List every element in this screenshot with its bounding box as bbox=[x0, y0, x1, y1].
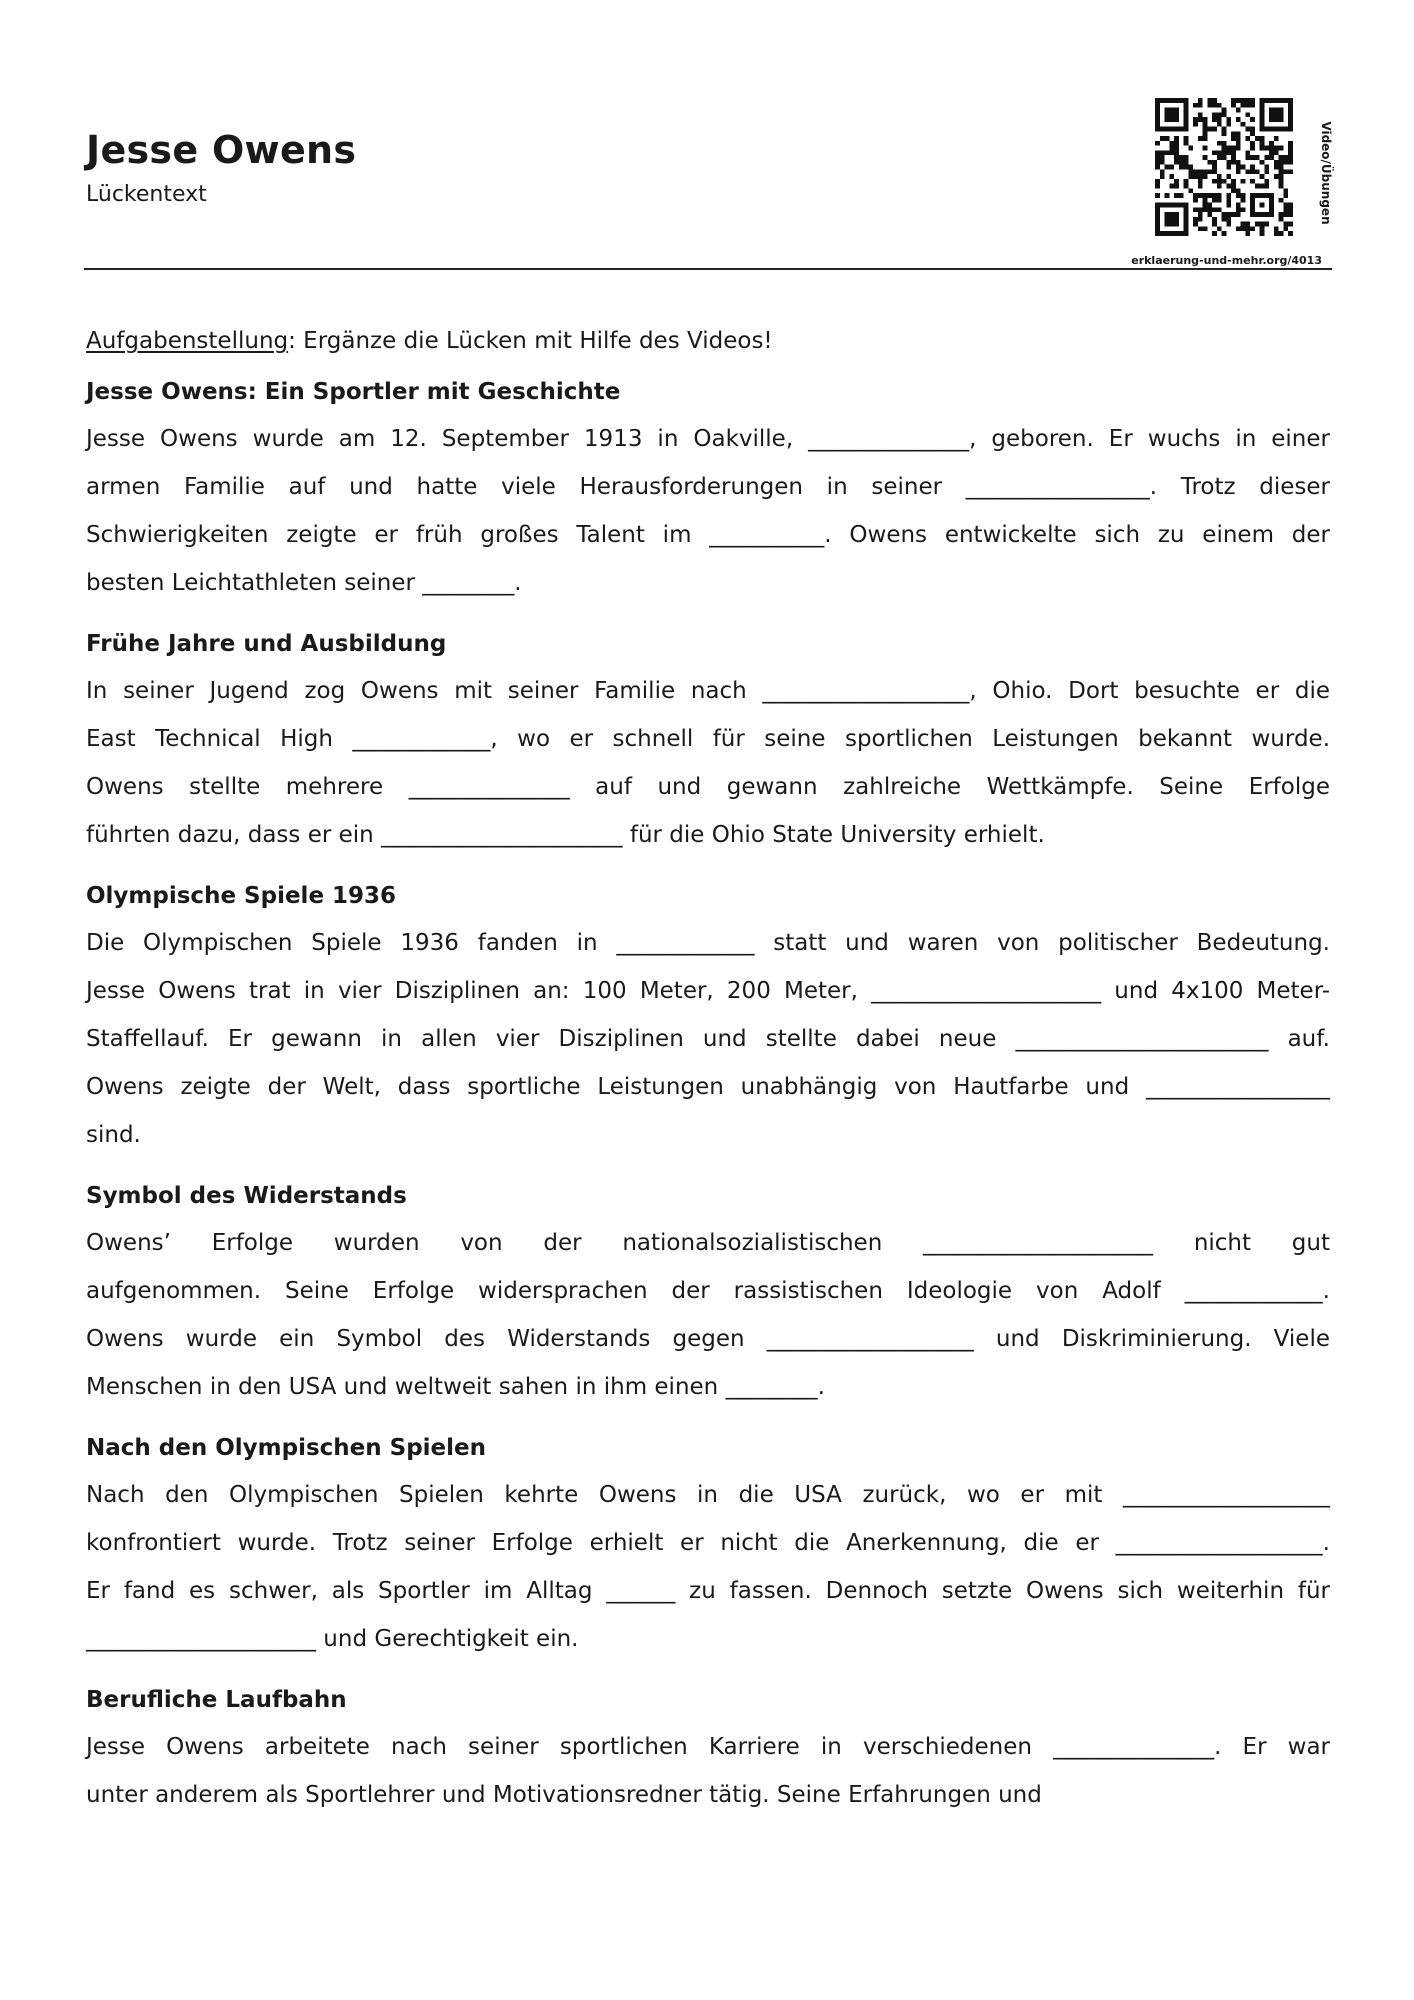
task-label: Aufgabenstellung bbox=[86, 328, 289, 354]
paragraph-line: ____________________ und Gerechtigkeit ein. bbox=[86, 1626, 579, 1652]
paragraph-line: Owens’ Erfolge wurden von der nationalsozialistischen ____________________ nicht gut bbox=[86, 1230, 1330, 1256]
paragraph-line: besten Leichtathleten seiner ________. bbox=[86, 570, 522, 596]
paragraph-line: Nach den Olympischen Spielen kehrte Owens in die USA zurück, wo er mit __________________ bbox=[86, 1482, 1330, 1508]
section-paragraph bbox=[86, 1219, 1330, 1411]
paragraph-line: armen Familie auf und hatte viele Herausforderungen in seiner ________________. Trotz dieser bbox=[86, 474, 1330, 500]
section-paragraph bbox=[86, 667, 1330, 859]
header-divider bbox=[84, 268, 1332, 270]
paragraph-line: konfrontiert wurde. Trotz seiner Erfolge erhielt er nicht die Anerkennung, die er __________________. bbox=[86, 1530, 1330, 1556]
section-heading: Nach den Olympischen Spielen bbox=[86, 1435, 487, 1461]
paragraph-line: Schwierigkeiten zeigte er früh großes Talent im __________. Owens entwickelte sich zu einem der bbox=[86, 522, 1330, 548]
paragraph-line: aufgenommen. Seine Erfolge widersprachen der rassistischen Ideologie von Adolf ____________. bbox=[86, 1278, 1330, 1304]
qr-code-icon bbox=[1155, 98, 1293, 236]
section-heading: Olympische Spiele 1936 bbox=[86, 883, 397, 909]
qr-side-label: Video/Übungen bbox=[1319, 121, 1333, 225]
paragraph-line: Menschen in den USA und weltweit sahen in ihm einen ________. bbox=[86, 1374, 825, 1400]
paragraph-line: Er fand es schwer, als Sportler im Alltag ______ zu fassen. Dennoch setzte Owens sich weiterhin für bbox=[86, 1578, 1330, 1604]
worksheet-subtitle: Lückentext bbox=[86, 182, 207, 207]
paragraph-line: unter anderem als Sportlehrer und Motivationsredner tätig. Seine Erfahrungen und bbox=[86, 1782, 1042, 1808]
paragraph-line: Owens zeigte der Welt, dass sportliche Leistungen unabhängig von Hautfarbe und ________________ bbox=[86, 1074, 1330, 1100]
paragraph-line: Die Olympischen Spiele 1936 fanden in ____________ statt und waren von politischer Bedeutung. bbox=[86, 930, 1330, 956]
paragraph-line: In seiner Jugend zog Owens mit seiner Familie nach __________________, Ohio. Dort besuchte er die bbox=[86, 678, 1330, 704]
section-heading: Berufliche Laufbahn bbox=[86, 1687, 347, 1713]
paragraph-line: Owens wurde ein Symbol des Widerstands gegen __________________ und Diskriminierung. Viele bbox=[86, 1326, 1330, 1352]
paragraph-line: Jesse Owens trat in vier Disziplinen an: 100 Meter, 200 Meter, ____________________ und 4x100 Meter- bbox=[86, 978, 1330, 1004]
paragraph-line: Jesse Owens wurde am 12. September 1913 in Oakville, ______________, geboren. Er wuchs in einer bbox=[86, 426, 1330, 452]
paragraph-line: Staffellauf. Er gewann in allen vier Disziplinen und stellte dabei neue ______________________ auf. bbox=[86, 1026, 1330, 1052]
section-paragraph bbox=[86, 415, 1330, 607]
paragraph-line: sind. bbox=[86, 1122, 141, 1148]
paragraph-line: Owens stellte mehrere ______________ auf und gewann zahlreiche Wettkämpfe. Seine Erfolge bbox=[86, 774, 1330, 800]
gap-text-sections bbox=[86, 377, 1330, 1819]
paragraph-line: East Technical High ____________, wo er schnell für seine sportlichen Leistungen bekannt wurde. bbox=[86, 726, 1330, 752]
section-paragraph bbox=[86, 1723, 1330, 1819]
worksheet-body bbox=[86, 326, 1330, 1841]
worksheet-title: Jesse Owens bbox=[86, 128, 357, 172]
source-url: erklaerung-und-mehr.org/4013 bbox=[1131, 254, 1322, 267]
section-paragraph bbox=[86, 919, 1330, 1159]
section-heading: Frühe Jahre und Ausbildung bbox=[86, 631, 447, 657]
section-heading: Jesse Owens: Ein Sportler mit Geschichte bbox=[86, 379, 621, 405]
task-text: : Ergänze die Lücken mit Hilfe des Videos! bbox=[288, 328, 773, 354]
section-heading: Symbol des Widerstands bbox=[86, 1183, 407, 1209]
paragraph-line: Jesse Owens arbeitete nach seiner sportlichen Karriere in verschiedenen ______________. Er war bbox=[86, 1734, 1330, 1760]
task-instruction bbox=[86, 326, 1330, 356]
section-paragraph bbox=[86, 1471, 1330, 1663]
paragraph-line: führten dazu, dass er ein _____________________ für die Ohio State University erhielt. bbox=[86, 822, 1045, 848]
